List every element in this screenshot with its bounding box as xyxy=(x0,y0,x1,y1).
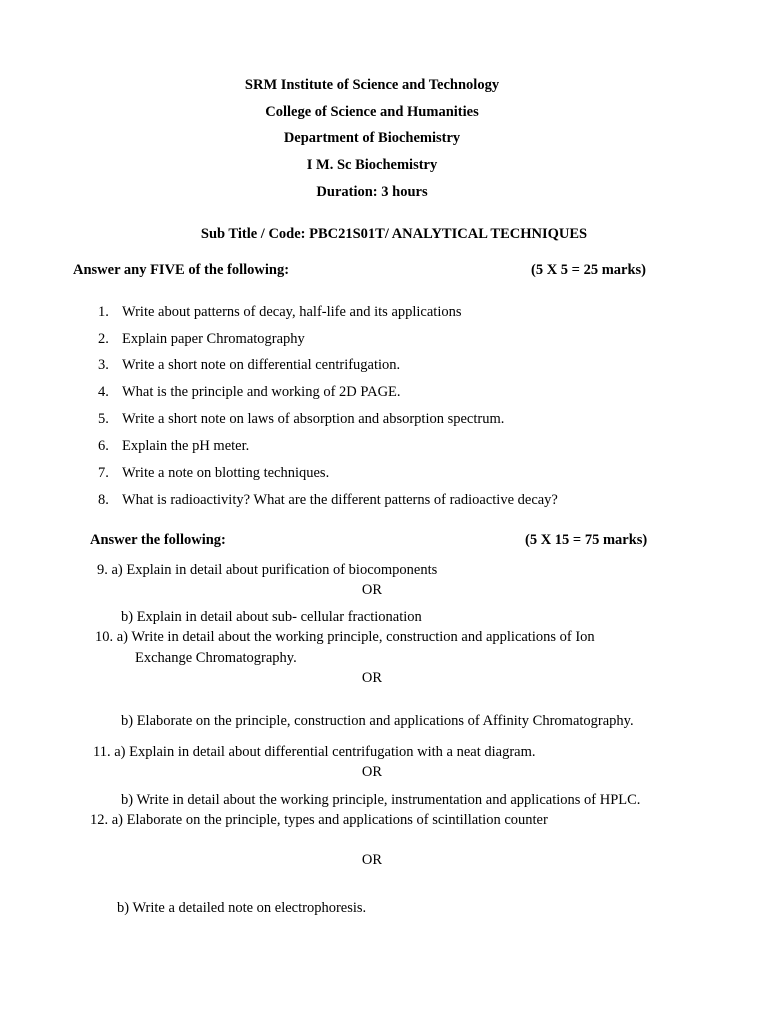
question-12a: 12. a) Elaborate on the principle, types and applications of scintillation counter xyxy=(90,812,548,828)
question-number: 5. xyxy=(98,411,109,427)
or-separator: OR xyxy=(361,764,383,780)
question-10a: 10. a) Write in detail about the working principle, construction and applications of Ion xyxy=(95,629,595,645)
question-10b: b) Elaborate on the principle, construction and applications of Affinity Chromatography. xyxy=(121,713,634,729)
question-number: 4. xyxy=(98,384,109,400)
question-text: Write about patterns of decay, half-life and its applications xyxy=(122,304,462,320)
question-text: Write a short note on laws of absorption and absorption spectrum. xyxy=(122,411,505,427)
part-a-marks: (5 X 5 = 25 marks) xyxy=(531,262,646,278)
subject-title: Sub Title / Code: PBC21S01T/ ANALYTICAL TECHNIQUES xyxy=(200,226,588,242)
question-11a: 11. a) Explain in detail about differential centrifugation with a neat diagram. xyxy=(93,744,536,760)
part-b-marks: (5 X 15 = 75 marks) xyxy=(525,532,648,548)
question-number: 1. xyxy=(98,304,109,320)
question-9b: b) Explain in detail about sub- cellular fractionation xyxy=(121,609,422,625)
exam-duration: Duration: 3 hours xyxy=(316,184,428,200)
question-text: Write a short note on differential centrifugation. xyxy=(122,357,401,373)
question-number: 3. xyxy=(98,357,109,373)
institute-name: SRM Institute of Science and Technology xyxy=(244,77,500,93)
part-a-instruction: Answer any FIVE of the following: xyxy=(73,262,290,278)
question-text: Explain the pH meter. xyxy=(122,438,250,454)
question-number: 2. xyxy=(98,331,109,347)
question-9a: 9. a) Explain in detail about purification of biocomponents xyxy=(97,562,438,578)
question-number: 8. xyxy=(98,492,109,508)
question-12b: b) Write a detailed note on electrophoresis. xyxy=(117,900,367,916)
college-name: College of Science and Humanities xyxy=(265,104,479,120)
part-b-instruction: Answer the following: xyxy=(90,532,226,548)
program-name: I M. Sc Biochemistry xyxy=(306,157,438,173)
or-separator: OR xyxy=(361,670,383,686)
question-number: 7. xyxy=(98,465,109,481)
question-text: What is radioactivity? What are the different patterns of radioactive decay? xyxy=(122,492,558,508)
or-separator: OR xyxy=(361,852,383,868)
department-name: Department of Biochemistry xyxy=(283,130,461,146)
question-text: What is the principle and working of 2D PAGE. xyxy=(122,384,401,400)
question-10a-continued: Exchange Chromatography. xyxy=(135,650,297,666)
question-number: 6. xyxy=(98,438,109,454)
question-text: Explain paper Chromatography xyxy=(122,331,305,347)
question-11b: b) Write in detail about the working principle, instrumentation and applications of HPLC. xyxy=(121,792,641,808)
question-text: Write a note on blotting techniques. xyxy=(122,465,330,481)
or-separator: OR xyxy=(361,582,383,598)
